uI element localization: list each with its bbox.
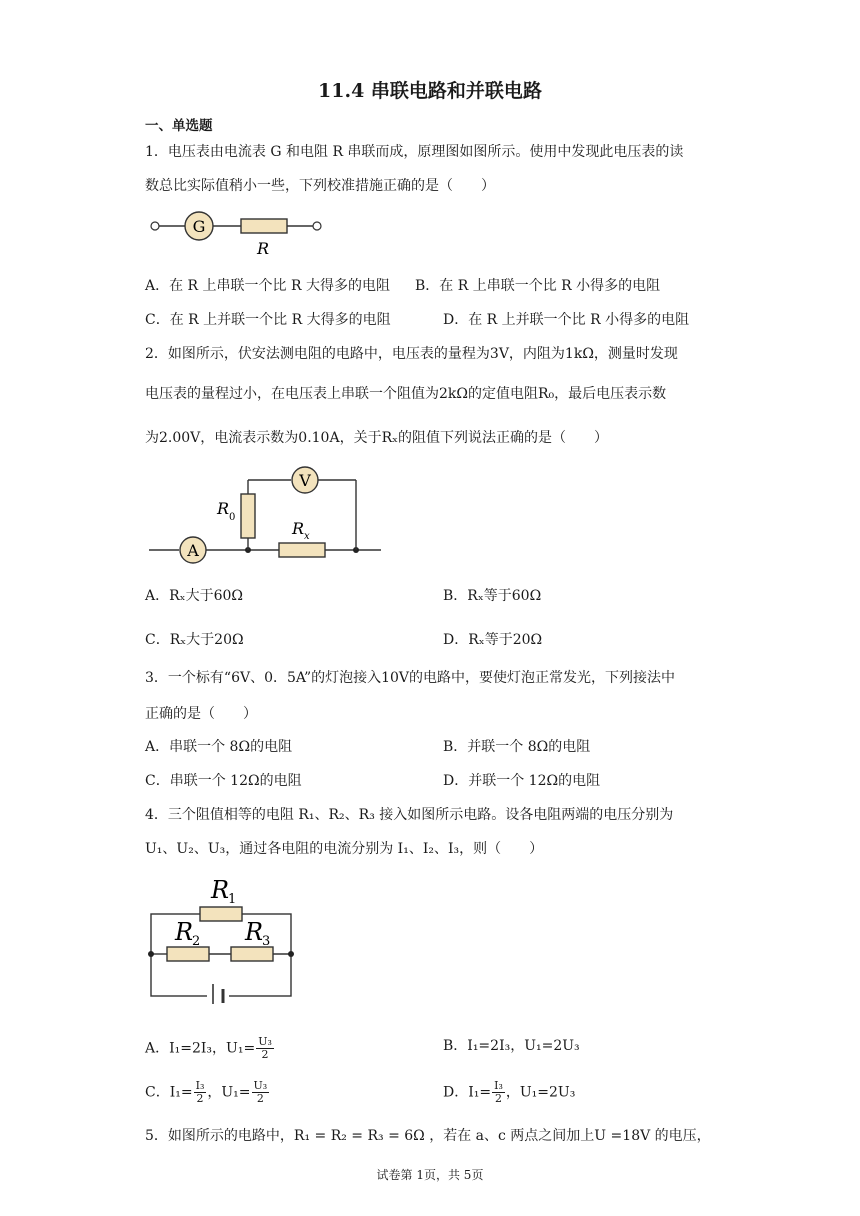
q4-option-a-fraction — [256, 1036, 274, 1061]
q3-option-c: C．串联一个 12Ω的电阻 — [145, 773, 302, 789]
fraction-numerator: I₃ — [195, 1079, 205, 1092]
q4-option-c-text-mid: ，U₁= — [207, 1084, 251, 1101]
q4-option-c-fraction-1 — [194, 1080, 207, 1105]
q4-option-d-text-post: ，U₁=2U₃ — [505, 1084, 576, 1101]
q3-option-d: D．并联一个 12Ω的电阻 — [443, 773, 601, 789]
q2-text-line1: 2．如图所示，伏安法测电阻的电路中，电压表的量程为3V，内阻为1kΩ，测量时发现 — [145, 346, 678, 362]
q2-text-line2: 电压表的量程过小，在电压表上串联一个阻值为2kΩ的定值电阻R₀，最后电压表示数 — [145, 386, 667, 402]
rx-label: R — [292, 519, 305, 538]
q4-option-a — [145, 1036, 275, 1061]
r0-label-subscript: 0 — [229, 512, 236, 523]
r1-label-subscript: 1 — [228, 892, 237, 907]
section-heading: 一、单选题 — [145, 118, 213, 134]
q4-option-d-fraction — [492, 1080, 505, 1105]
fraction-numerator: U₃ — [253, 1079, 268, 1092]
q4-option-a-text: A．I₁=2I₃，U₁= — [145, 1040, 256, 1057]
q2-option-c: C．Rₓ大于20Ω — [145, 632, 244, 648]
q4-option-d — [443, 1080, 575, 1105]
page-title: 11.4 串联电路和并联电路 — [318, 80, 542, 102]
q4-option-c-text: C．I₁= — [145, 1084, 193, 1101]
resistor-label: R — [256, 239, 270, 258]
q3-option-b: B．并联一个 8Ω的电阻 — [443, 739, 591, 755]
r0-label: R — [217, 499, 230, 518]
q5-text-line1: 5．如图所示的电路中，R₁ = R₂ = R₃ = 6Ω ，若在 a、c 两点之间加上U =18V 的电压， — [145, 1128, 711, 1144]
q1-text-line1: 1．电压表由电流表 G 和电阻 R 串联而成，原理图如图所示。使用中发现此电压表的读 — [145, 144, 684, 160]
r2-label: R — [175, 918, 194, 946]
fraction-denominator: 2 — [256, 1092, 264, 1105]
rx-resistor-symbol — [279, 543, 325, 557]
q4-circuit-diagram — [145, 872, 305, 1004]
fraction-denominator: 2 — [261, 1048, 269, 1061]
page-footer: 试卷第 1页，共 5页 — [376, 1168, 484, 1182]
q3-option-a: A．串联一个 8Ω的电阻 — [145, 739, 293, 755]
voltmeter-label: V — [299, 471, 311, 490]
resistor-symbol — [241, 219, 287, 233]
q1-option-a: A．在 R 上串联一个比 R 大得多的电阻 — [145, 278, 390, 294]
q2-option-b: B．Rₓ等于60Ω — [443, 588, 542, 604]
q1-circuit-diagram — [145, 208, 330, 260]
q4-option-c-fraction-2 — [252, 1080, 270, 1105]
r2-label-subscript: 2 — [192, 934, 201, 949]
q1-text-line2: 数总比实际值稍小一些，下列校准措施正确的是（ ） — [145, 178, 495, 194]
fraction-numerator: U₃ — [258, 1035, 272, 1048]
r3-label: R — [245, 918, 264, 946]
rx-label-subscript: x — [304, 531, 310, 542]
r1-label: R — [211, 876, 230, 904]
q4-option-d-text: D．I₁= — [443, 1084, 492, 1101]
q2-circuit-diagram — [145, 462, 385, 568]
q1-option-b: B．在 R 上串联一个比 R 小得多的电阻 — [415, 278, 661, 294]
fraction-denominator: 2 — [494, 1092, 502, 1105]
q4-text-line1: 4．三个阻值相等的电阻 R₁、R₂、R₃ 接入如图所示电路。设各电阻两端的电压分别为 — [145, 807, 674, 823]
q2-option-a: A．Rₓ大于60Ω — [145, 588, 244, 604]
r2-resistor-symbol — [167, 947, 209, 961]
q4-option-c — [145, 1080, 270, 1105]
r3-resistor-symbol — [231, 947, 273, 961]
q3-text-line2: 正确的是（ ） — [145, 706, 257, 722]
r3-label-subscript: 3 — [262, 934, 271, 949]
q1-option-c: C．在 R 上并联一个比 R 大得多的电阻 — [145, 312, 391, 328]
q1-option-d: D．在 R 上并联一个比 R 小得多的电阻 — [443, 312, 690, 328]
fraction-denominator: 2 — [196, 1092, 204, 1105]
r1-resistor-symbol — [200, 907, 242, 921]
ammeter-label: A — [187, 541, 199, 560]
q3-text-line1: 3．一个标有“6V、0．5A”的灯泡接入10V的电路中，要使灯泡正常发光，下列接法中 — [145, 670, 676, 686]
q4-option-b: B．I₁=2I₃，U₁=2U₃ — [443, 1038, 580, 1054]
q2-text-line3: 为2.00V，电流表示数为0.10A，关于Rₓ的阻值下列说法正确的是（ ） — [145, 430, 609, 446]
q2-option-d: D．Rₓ等于20Ω — [443, 632, 543, 648]
galvanometer-label: G — [192, 217, 206, 236]
q4-text-line2: U₁、U₂、U₃，通过各电阻的电流分别为 I₁、I₂、I₃，则（ ） — [145, 841, 544, 857]
r0-resistor-symbol — [241, 494, 255, 538]
fraction-numerator: I₃ — [494, 1079, 503, 1092]
